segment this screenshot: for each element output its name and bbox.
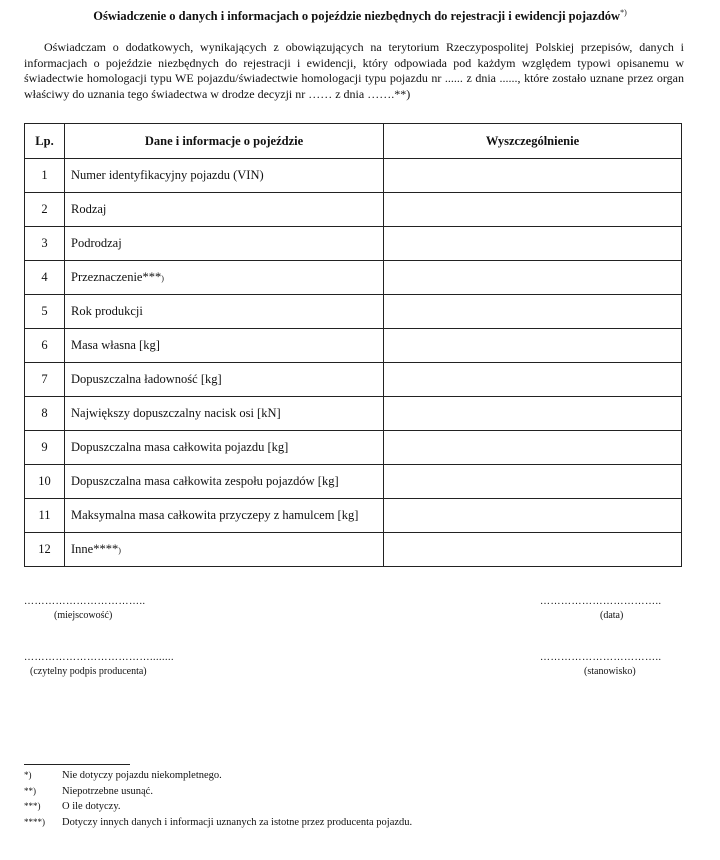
row-value-cell[interactable] [384, 499, 682, 533]
row-label [65, 397, 384, 431]
table-row [25, 159, 682, 193]
footnote-mark: ***) [24, 801, 41, 811]
date-caption: (data) [600, 610, 624, 621]
table-row [25, 499, 682, 533]
header-desc: Dane i informacje o pojeździe [65, 124, 384, 159]
footnote-item [24, 770, 412, 786]
row-number: 5 [25, 295, 65, 329]
footnote-text: O ile dotyczy. [62, 801, 121, 812]
row-label-text: Inne**** [71, 542, 119, 556]
row-label [65, 499, 384, 533]
position-dots: …………………………….. [540, 652, 662, 663]
header-spec: Wyszczególnienie [384, 124, 682, 159]
footnote-text: Niepotrzebne usunąć. [62, 785, 153, 797]
footnote-item [24, 801, 412, 817]
row-label [65, 261, 384, 295]
row-value-cell[interactable] [384, 193, 682, 227]
row-value-cell[interactable] [384, 533, 682, 567]
row-number: 3 [25, 227, 65, 261]
row-label [65, 329, 384, 363]
row-label-text: Dopuszczalna masa całkowita zespołu pojazdów [kg] [71, 474, 339, 488]
row-footnote-mark: ) [118, 546, 121, 555]
row-value-cell[interactable] [384, 159, 682, 193]
place-field[interactable] [24, 596, 146, 621]
table-row [25, 261, 682, 295]
row-number: 9 [25, 431, 65, 465]
row-label [65, 465, 384, 499]
position-field[interactable] [540, 652, 662, 677]
row-label-text: Rok produkcji [71, 304, 143, 318]
footnote-text: Dotyczy innych danych i informacji uznanych za istotne przez producenta pojazdu. [62, 816, 413, 828]
row-label [65, 431, 384, 465]
row-value-cell[interactable] [384, 397, 682, 431]
row-value-cell[interactable] [384, 431, 682, 465]
footnote-divider [24, 764, 130, 765]
row-number: 4 [25, 261, 65, 295]
document-title-text: Oświadczenie o danych i informacjach o pojeździe niezbędnych do rejestracji i ewidencji pojazdów [93, 9, 621, 24]
row-label [65, 159, 384, 193]
place-caption: (miejscowość) [54, 610, 113, 621]
row-label [65, 363, 384, 397]
footnote-item [24, 786, 412, 802]
vehicle-data-table [24, 123, 682, 567]
footnotes [24, 770, 412, 832]
row-value-cell[interactable] [384, 295, 682, 329]
header-lp: Lp. [25, 124, 65, 159]
position-caption: (stanowisko) [584, 666, 636, 677]
footnote-mark: ****) [24, 816, 45, 827]
footnote-text: Nie dotyczy pojazdu niekompletnego. [62, 770, 222, 781]
signature-field[interactable] [24, 652, 174, 677]
row-label-text: Przeznaczenie*** [71, 270, 162, 284]
row-number: 6 [25, 329, 65, 363]
row-number: 11 [25, 499, 65, 533]
row-label-text: Największy dopuszczalny nacisk osi [kN] [71, 406, 281, 420]
title-footnote-mark: *) [620, 8, 627, 17]
row-value-cell[interactable] [384, 227, 682, 261]
footnote-mark: **) [24, 785, 36, 796]
table-row [25, 329, 682, 363]
row-value-cell[interactable] [384, 329, 682, 363]
row-label [65, 533, 384, 567]
row-value-cell[interactable] [384, 261, 682, 295]
table-row [25, 431, 682, 465]
row-label-text: Dopuszczalna ładowność [kg] [71, 372, 222, 386]
table-row [25, 533, 682, 567]
row-number: 1 [25, 159, 65, 193]
place-dots: …………………………….. [24, 596, 146, 607]
date-dots: …………………………….. [540, 596, 662, 607]
footnote-item [24, 817, 412, 833]
table-row [25, 465, 682, 499]
signature-caption: (czytelny podpis producenta) [30, 666, 147, 677]
document-title [24, 8, 696, 24]
row-label [65, 295, 384, 329]
row-value-cell[interactable] [384, 363, 682, 397]
row-label-text: Rodzaj [71, 202, 107, 216]
row-label-text: Maksymalna masa całkowita przyczepy z hamulcem [kg] [71, 508, 359, 522]
row-label [65, 193, 384, 227]
row-number: 10 [25, 465, 65, 499]
signature-dots: ………………………………........ [24, 652, 174, 663]
table-row [25, 363, 682, 397]
row-label-text: Podrodzaj [71, 236, 122, 250]
row-number: 12 [25, 533, 65, 567]
row-label-text: Masa własna [kg] [71, 338, 160, 352]
row-label-text: Numer identyfikacyjny pojazdu (VIN) [71, 168, 264, 182]
table-row [25, 295, 682, 329]
date-field[interactable] [540, 596, 662, 621]
row-number: 8 [25, 397, 65, 431]
row-number: 7 [25, 363, 65, 397]
row-value-cell[interactable] [384, 465, 682, 499]
declaration-paragraph: Oświadczam o dodatkowych, wynikających z obowiązujących na terytorium Rzeczypospolitej Polskiej przepisów, danych i informacjach o pojeździe niezbędnych do rejestracji i ewidencji, który odpowiada pod każdym względem typowi opisanemu w świadectwie homologacji typu WE pojazdu/świadectwie homologacji typu pojazdu nr ...... z dnia ......, które zostało uznane przez organ właściwy do uznania tego świadectwa w drodze decyzji nr …… z dnia …….**) [24, 40, 684, 101]
table-row [25, 193, 682, 227]
table-row [25, 227, 682, 261]
table-row [25, 397, 682, 431]
row-footnote-mark: ) [161, 274, 164, 283]
row-label [65, 227, 384, 261]
row-label-text: Dopuszczalna masa całkowita pojazdu [kg] [71, 440, 289, 454]
table-header-row [25, 124, 682, 159]
row-number: 2 [25, 193, 65, 227]
footnote-mark: *) [24, 770, 32, 780]
